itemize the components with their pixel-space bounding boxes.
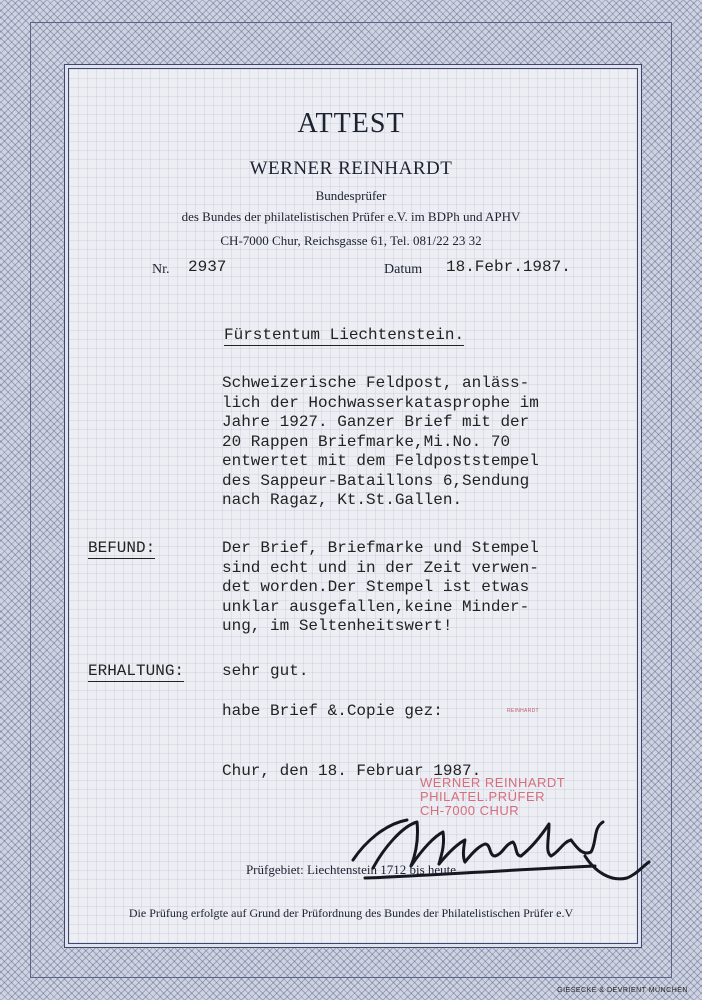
erhaltung-label — [88, 662, 184, 680]
footer-note: Die Prüfung erfolgte auf Grund der Prüfordnung des Bundes der Philatelistischen Prüfer e.V — [128, 906, 574, 920]
country-heading-text: Fürstentum Liechtenstein. — [224, 326, 465, 344]
association-line: des Bundes der philatelistischen Prüfer e.V. im BDPh und APHV — [181, 209, 521, 224]
examiner-role: Bundesprüfer — [315, 188, 387, 203]
datum-value: 18.Febr.1987. — [446, 258, 571, 276]
description-line: Jahre 1927. Ganzer Brief mit der — [222, 413, 530, 431]
copy-note: habe Brief &.Copie gez: — [222, 702, 443, 720]
description-line: nach Ragaz, Kt.St.Gallen. — [222, 491, 463, 509]
examiner-name: WERNER REINHARDT — [249, 158, 453, 179]
befund-label — [88, 539, 155, 557]
stamp-line: WERNER REINHARDT — [420, 775, 566, 790]
stamp-line: CH-7000 CHUR — [420, 803, 520, 818]
description-line: 20 Rappen Briefmarke,Mi.No. 70 — [222, 432, 511, 451]
description-line: lich der Hochwasserkatasprophe im — [222, 393, 539, 412]
description-line: des Sappeur-Bataillons 6,Sendung — [222, 471, 530, 490]
certificate-title: ATTEST — [297, 108, 405, 139]
befund-block — [222, 539, 539, 637]
erhaltung-label-text: ERHALTUNG: — [88, 662, 185, 680]
pruefgebiet: Prüfgebiet: Liechtenstein 1712 bis heute — [245, 862, 457, 877]
country-heading — [224, 326, 464, 344]
erhaltung-value: sehr gut. — [222, 662, 309, 680]
description-line: Schweizerische Feldpost, anläss- — [222, 374, 530, 392]
stamp-line: PHILATEL.PRÜFER — [420, 789, 546, 804]
description-line: entwertet mit dem Feldpoststempel — [222, 452, 539, 470]
handwritten-signature — [345, 812, 655, 892]
mini-stamp: REINHARDT — [507, 708, 539, 714]
befund-line: det worden.Der Stempel ist etwas — [222, 578, 530, 596]
befund-label-text: BEFUND: — [88, 539, 156, 557]
description-block — [222, 374, 539, 511]
befund-line: ung, im Seltenheitswert! — [222, 617, 453, 635]
datum-label: Datum — [384, 262, 423, 277]
befund-line: sind echt und in der Zeit verwen- — [222, 558, 539, 577]
nr-label: Nr. — [152, 262, 170, 277]
place-date: Chur, den 18. Februar 1987. — [222, 762, 482, 780]
address-line: CH-7000 Chur, Reichsgasse 61, Tel. 081/22 23 32 — [220, 233, 482, 248]
befund-line: Der Brief, Briefmarke und Stempel — [222, 539, 539, 557]
printer-imprint: GIESECKE & DEVRIENT MÜNCHEN — [557, 987, 688, 994]
befund-line: unklar ausgefallen,keine Minder- — [222, 597, 530, 616]
nr-value: 2937 — [188, 258, 227, 276]
